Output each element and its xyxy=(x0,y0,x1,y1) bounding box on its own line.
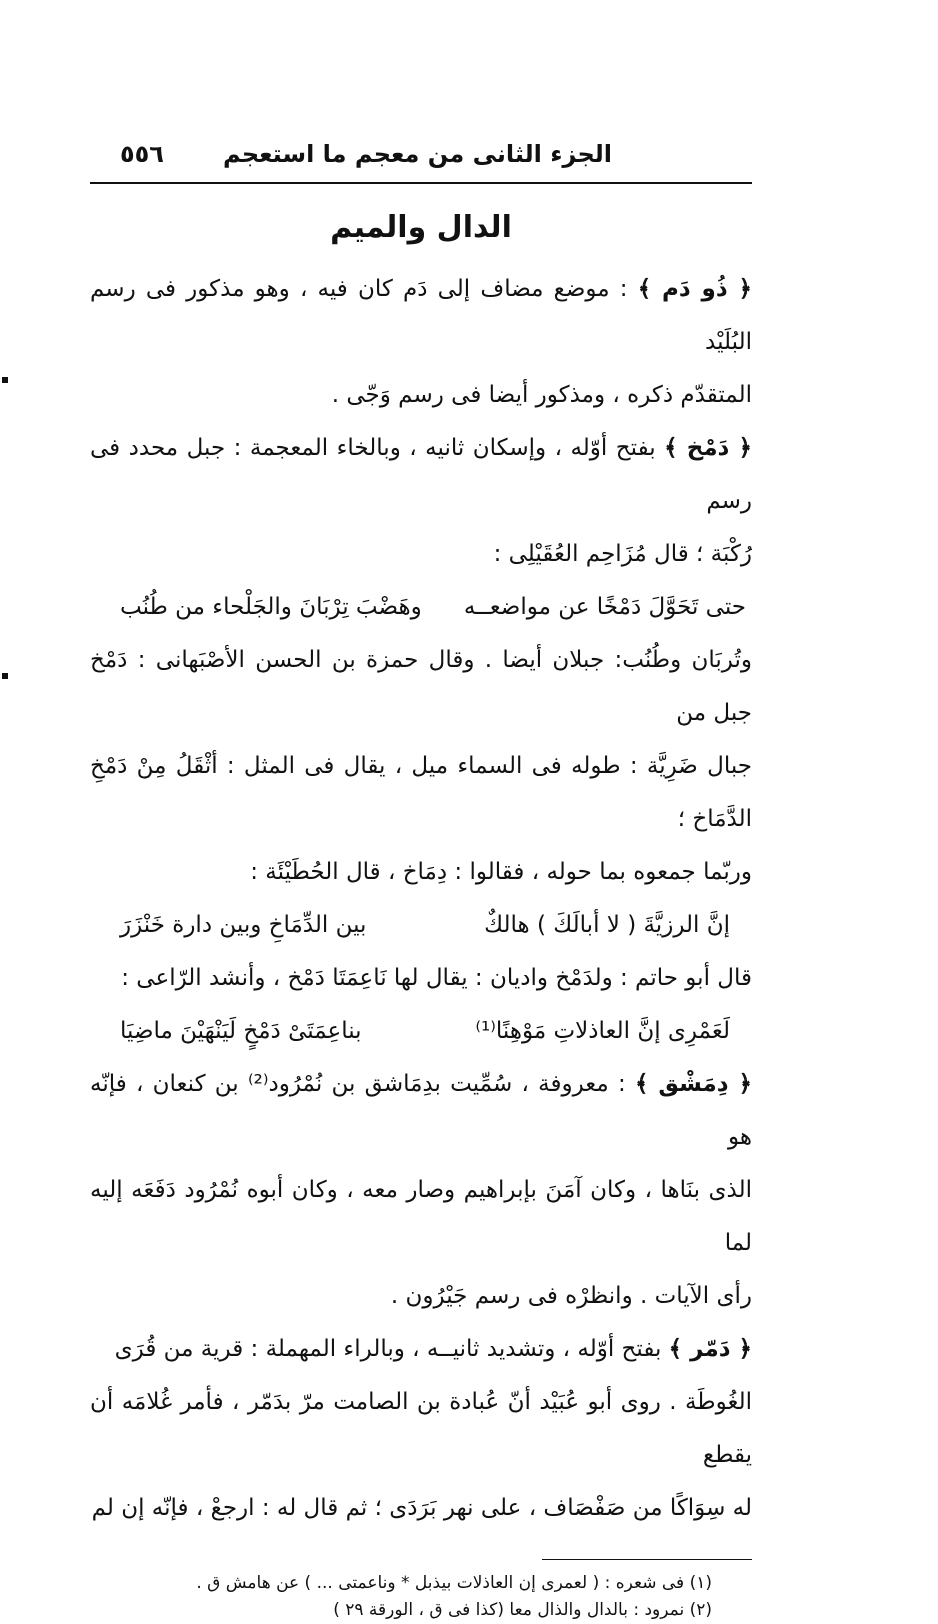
entry-text: : معروفة ، سُمِّيت بدِمَاشق بن نُمْرُود⁽²⁾ بن كنعان ، فإنّه هو xyxy=(90,1071,752,1150)
header-rule xyxy=(90,182,752,184)
verse-hemistich-second: وهَضْبَ تِرْبَانَ والجَلْحاء من طُنُب xyxy=(120,594,422,620)
book-page xyxy=(90,130,752,1624)
entry-text: : موضع مضاف إلى دَم كان فيه ، وهو مذكور فى رسم البُلَيْد xyxy=(90,276,752,355)
entry-line: وتُربَان وطُنُب: جبلان أيضا . وقال حمزة بن الحسن الأصْبَهانى : دَمْخ جبل من xyxy=(90,647,752,726)
entry-line: جبال ضَرِيَّة : طوله فى السماء ميل ، يقال فى المثل : أثْقَلُ مِنْ دَمْخِ الدَّمَاخ ؛ xyxy=(90,753,752,832)
verse-hemistich-first: لَعَمْرِى إنَّ العاذلاتِ مَوْهِنًا⁽¹⁾ xyxy=(475,1018,730,1044)
verse-hemistich-first: حتى تَحَوَّلَ دَمْخًا عن مواضعــه xyxy=(463,594,746,620)
entry-dimashq xyxy=(90,1058,752,1323)
entry-keyword: ﴿ دَمْخ ﴾ xyxy=(664,435,753,461)
verse-line xyxy=(90,1005,752,1058)
entry-line xyxy=(90,263,752,369)
entry-keyword: ﴿ دَمّر ﴾ xyxy=(668,1336,752,1362)
margin-mark-1 xyxy=(2,377,8,383)
entry-text: بفتح أوّله ، وإسكان ثانيه ، وبالخاء المعجمة : جبل محدد فى رسم xyxy=(90,435,752,514)
entry-keyword: ﴿ ذُو دَم ﴾ xyxy=(637,276,752,302)
footnote: (٢) نمرود : بالدال والذال معا (كذا فى ق ، الورقة ٢٩ ) xyxy=(333,1600,712,1620)
verse-hemistich-second: بين الدِّمَاخِ وبين دارة خَنْزَرَ xyxy=(120,912,367,938)
entry-line: له سِوَاكًا من صَفْصَاف ، على نهر بَرَدَى ؛ ثم قال له : ارجعْ ، فإنّه إن لم xyxy=(91,1495,752,1521)
entry-line: الذى بنَاها ، وكان آمَنَ بإبراهيم وصار معه ، وكان أبوه نُمْرُود دَفَعَه إليه لما xyxy=(90,1177,752,1256)
page-header xyxy=(90,130,752,178)
entry-dhu-dam xyxy=(90,263,752,422)
footnote: (١) فى شعره : ( لعمرى إن العاذلات بيذبل * وناعمتى ... ) عن هامش ق . xyxy=(196,1573,712,1593)
entry-damkh xyxy=(90,422,752,1058)
page-number: ٥٥٦ xyxy=(120,140,164,168)
entry-line: قال أبو حاتم : ولدَمْخ واديان : يقال لها نَاعِمَتَا دَمْخ ، وأنشد الرّاعى : xyxy=(121,965,752,991)
running-title: الجزء الثانى من معجم ما استعجم xyxy=(223,140,612,168)
entry-line xyxy=(90,1323,752,1376)
verse-line xyxy=(90,899,752,952)
entry-line: المتقدّم ذكره ، ومذكور أيضا فى رسم وَجّى . xyxy=(331,382,752,408)
entry-line: وربّما جمعوه بما حوله ، فقالوا : دِمَاخ ، قال الحُطَيْئَة : xyxy=(250,859,752,885)
entry-line: رأى الآيات . وانظرْه فى رسم جَيْرُون . xyxy=(390,1283,752,1309)
verse-line xyxy=(90,581,752,634)
section-title: الدال والميم xyxy=(330,210,512,245)
margin-mark-2 xyxy=(2,673,8,679)
verse-hemistich-second: بناعِمَتَىْ دَمْخٍ لَيَنْهَيْنَ ماضِيَا xyxy=(120,1018,362,1044)
footnote-rule xyxy=(542,1559,752,1560)
entry-text: بفتح أوّله ، وتشديد ثانيــه ، وبالراء المهملة : قرية من قُرَى xyxy=(114,1336,662,1362)
entry-line: رُكْبَة ؛ قال مُزَاحِم العُقَيْلِى : xyxy=(493,541,752,567)
verse-hemistich-first: إنَّ الرزيَّةَ ( لا أبالَكَ ) هالكٌ xyxy=(484,912,730,938)
entry-dammar xyxy=(90,1323,752,1535)
entry-line xyxy=(90,422,752,528)
entry-keyword: ﴿ دِمَشْق ﴾ xyxy=(634,1071,752,1097)
entry-line: الغُوطَة . روى أبو عُبَيْد أنّ عُبادة بن الصامت مرّ بدَمّر ، فأمر غُلامَه أن يقطع xyxy=(90,1389,752,1468)
entry-line xyxy=(90,1058,752,1164)
footnotes xyxy=(90,1570,752,1624)
